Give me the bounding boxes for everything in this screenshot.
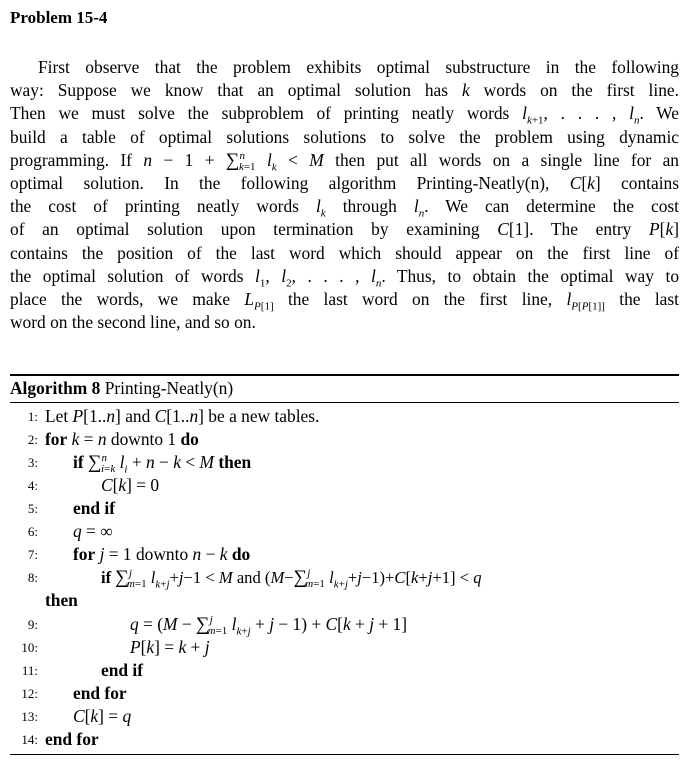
algorithm-caption: Algorithm 8 Printing-Neatly(n) [10, 378, 234, 398]
paragraph-line: place the words, we make $L_{P[1]}$ the last word on the first line, $l_{P[P[1]]}$ the last [10, 288, 679, 313]
paragraph-line: contains the position of the last word which should appear on the first line of [10, 242, 679, 263]
paragraph-line: way: Suppose we know that an optimal solution has k words on the first line. [10, 80, 679, 101]
paragraph-line: of an optimal solution upon termination by examining C[1]. The entry P[k] [10, 219, 679, 240]
paragraph-line: optimal solution. In the following algorithm Printing-Neatly(n), C[k] contains [10, 172, 679, 193]
solution-paragraph [10, 56, 679, 334]
problem-title: Problem 15-4 [10, 8, 108, 27]
paragraph-line: First observe that the problem exhibits optimal substructure in the following [38, 57, 679, 77]
paragraph-line: the optimal solution of words $l_1$, $l_2$, . . . , $l_n$. Thus, to obtain the optimal way to [10, 265, 680, 290]
caption-rule [10, 402, 679, 403]
paragraph-line: programming. If n − 1 + ∑$^n_{k=1}$ $l_k < M$ then put all words on a single line for an [10, 149, 680, 174]
paragraph-line: Then we must solve the subproblem of printing neatly words $l_{k+1}$, . . . , $l_n$. We [10, 103, 679, 127]
bottom-rule [10, 754, 679, 755]
paragraph-line: the cost of printing neatly words $l_k$ through $l_n$. We can determine the cost [10, 196, 679, 220]
paragraph-line: word on the second line, and so on. [10, 312, 256, 333]
top-rule [10, 374, 679, 376]
paragraph-line: build a table of optimal solutions solutions to solve the problem using dynamic [10, 126, 679, 147]
